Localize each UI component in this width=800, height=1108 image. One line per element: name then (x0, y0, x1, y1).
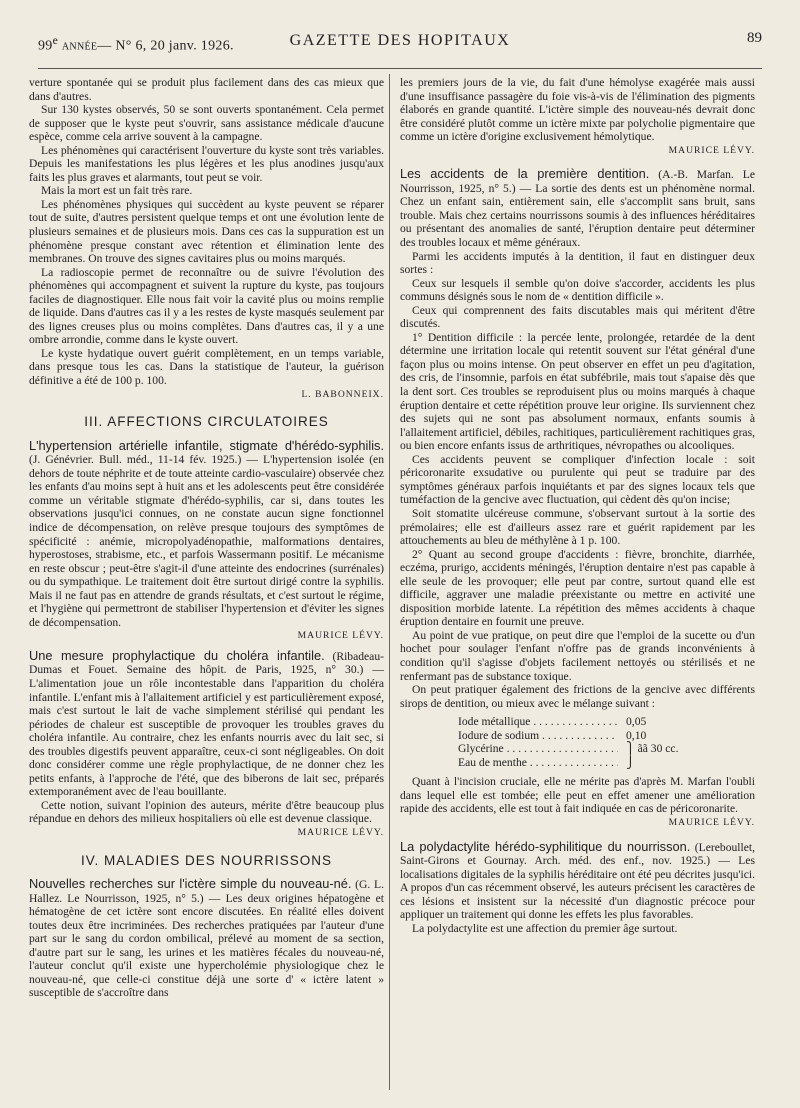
paragraph (400, 76, 755, 157)
paragraph: La polydactylite est une affection du premier âge surtout. (412, 921, 678, 935)
paragraph: 1° Dentition difficile : la percée lente, prolongée, retardée de la dent détermine une irritation locale qui retentit souvent sur l'état général d'une façon plus ou moins intense. On peut observer en effet un peu d'agitation, des cris, de l'insomnie, parfois en état subfébrile, mais tout s'apaise dès que la dent sort. Ces troubles se reproduisent plus ou moins marqués à chaque éruption dentaire et cette répétition prouve leur origine. Ils surviennent chez des sujets qui ne sont pas absolument normaux, enfants soumis à l'allaitement artificiel, débiles, rachitiques, particulièrement rachitiques gras, ou bien encore enfants issus de arthritiques, névropathes ou alcooliques. (400, 330, 755, 453)
article-title: La polydactylite hérédo-syphilitique du nourrisson. (400, 838, 691, 854)
article-title: L'hypertension artérielle infantile, stigmate d'hérédo-syphilis. (29, 437, 384, 453)
article-reference: (G. L. Hallez. Le Nourrisson, 1925, n° 5.) — (29, 878, 384, 905)
article-title: Les accidents de la première dentition. (400, 166, 650, 182)
issue-number: 99 (38, 38, 53, 54)
article-paragraph (29, 649, 384, 799)
article-dentition (400, 167, 755, 829)
author-signature: MAURICE LÉVY. (297, 630, 384, 642)
article-body: La sortie des dents est un phénomène normal. Chez un enfant sain, entièrement sain, elle s'accomplit sans bruit, sans trouble. Mais chez certains nourrissons soumis à des influences héréditaires ou présentant des anomalies de santé, l'éruption dentaire peut déterminer des troubles locaux et même généraux. (400, 181, 755, 250)
page-header (38, 30, 762, 64)
article-polydactylite (400, 840, 755, 936)
article-paragraph (400, 840, 755, 922)
paragraph: Ces accidents peuvent se compliquer d'infection locale : soit péricoronarite exsudative ou purulente qui peut se traduire par des symptômes généraux parfois inquiétants et par des signes locaux tels que tuméfaction de la gencive avec fluctuation, qui cèdent dès qu'on incise; (400, 452, 755, 507)
issue-sup: e (52, 34, 59, 47)
paragraph: Soit stomatite ulcéreuse commune, s'observant surtout à la sortie des prémolaires; elle est d'ailleurs assez rare et guérit rapidement par les attouchements au bleu de méthylène à 1 p. 100. (400, 506, 755, 548)
article-body: L'hypertension isolée (en dehors de toute néphrite et de toute atteinte cardio-vasculaire) observée chez les enfants d'au moins sept à huit ans et les adolescents peut être considérée comme un véritable stigmate d'hérédo-syphilis, car si, dans toutes les observations jusqu'ici connues, on ne constate aucun signe fonctionnel indice de décompensation, on relève presque toujours des symptômes de spécificité : anémie, micropolyadénopathie, malformations dentaires, hyperostoses, strabisme, etc., et parfois Wassermann positif. Le mécanisme en reste obscur ; peut-être s'agit-il d'une atteinte des endocrines (surrénales) ou du sympathique. Le traitement doit être surtout dirigé contre la syphilis. Mais il ne faut pas en attendre de grands résultats, et c'est surtout le régime, et l'hygiène qui permettront de stabiliser l'hypertension et d'éviter les signes de décompensation. (29, 453, 384, 629)
article-title: Nouvelles recherches sur l'ictère simple du nouveau-né. (29, 876, 352, 892)
number-date: — N° 6, 20 janv. 1926. (97, 38, 234, 54)
author-signature: MAURICE LÉVY. (668, 144, 755, 156)
paragraph: Sur 130 kystes observés, 50 se sont ouverts spontanément. Cela permet de supposer que le kyste peut s'ouvrir, sans assistance médicale d'aucune espèce, comme cela arrive souvent à la campagne. (29, 103, 384, 144)
formula-row (458, 756, 758, 770)
article-paragraph (29, 799, 384, 840)
article-hypertension (29, 439, 384, 643)
ingredient-name: Iode métallique . . . (458, 715, 618, 729)
article-body: Les localisations digitales de la syphilis héréditaire ont été peu décrites jusqu'ici. A propos d'un cas récemment observé, les auteurs précisent les caractères de ces lésions et insistent sur la nécessité d'un diagnostic précoce pour appliquer un traitement qui donne les effets les plus favorables. (400, 854, 755, 922)
ingredient-dose: ⎭ (626, 755, 635, 769)
formula-row (458, 715, 758, 729)
formula-table (458, 715, 758, 769)
paragraph: 2° Quant au second groupe d'accidents : fièvre, bronchite, diarrhée, eczéma, prurigo, accidents méningés, l'éruption dentaire n'est pas capable à elle seule de les provoquer; elle peut par contre, surtout quand elle est difficile, aggraver une maladie préexistante ou mettre en activité une disposition morbide latente. La répétition des mêmes accidents à chaque éruption dentaire en fournit une preuve. (400, 547, 755, 629)
ingredient-name: Eau de menthe . . . (458, 756, 618, 770)
article-ictere (29, 877, 384, 1000)
article-body: les premiers jours de la vie, du fait d'une hémolyse exagérée mais aussi d'une insuffisance passagère du foie vis-à-vis de l'élimination des pigments élaborés en grande quantité. L'ictère simple des nouveau-nés devrait donc être considéré plutôt comme un ictère mixte par polycholie pigmentaire que comme un ictère d'origine exclusivement hémolytique. (400, 76, 755, 144)
paragraph: Ceux qui comprennent des faits discutables mais qui méritent d'être discutés. (400, 303, 755, 331)
author-signature: L. BABONNEIX. (301, 388, 384, 400)
journal-title: GAZETTE DES HOPITAUX (289, 32, 511, 49)
paragraph: Le kyste hydatique ouvert guérit complètement, en un temps variable, dans presque tous les cas. Dans la statistique de l'auteur, la guérison définitive a été de 100 p. 100. (29, 346, 384, 388)
column-divider (389, 74, 390, 1090)
article-reference: (J. Génévrier. Bull. méd., 11-14 fév. 1925.) — (29, 453, 258, 467)
paragraph: Les phénomènes physiques qui succèdent au kyste peuvent se réparer tout de suite, d'autres persistent quelque temps et ont une évolution lente de plusieurs semaines et de plusieurs mois. Dans ces cas la suppuration est un phénomène presque constant avec rétention et élimination lente des membranes. On trouve des signes cavitaires plus ou moins marqués. (29, 197, 384, 266)
article-body: L'alimentation joue un rôle incontestable dans l'apparition du choléra infantile. L'enfant mis à l'allaitement artificiel y est particulièrement exposé, mais c'est surtout le lait de vache simplement stérilisé qui pendant les périodes de chaleur est susceptible de provoquer les troubles graves du choléra infantile. Au contraire, chez les enfants nourris avec du lait sec, si des troubles digestifs peuvent apparaître, ceux-ci sont négligeables. On doit donc considérer comme une règle prophylactique, de ne donner chez les petits enfants, à l'approche de l'été, que des biberons de lait sec, préparés extemporanément avec de l'eau bouillante. (29, 676, 384, 799)
formula-row (458, 742, 758, 756)
article-paragraph (400, 167, 755, 249)
left-column (29, 76, 384, 1000)
paragraph: Les phénomènes qui caractérisent l'ouverture du kyste sont très variables. Depuis les manifestations les plus légères et les plus anodines jusqu'aux faits les plus graves et alarmants, tout peut se voir. (29, 143, 384, 184)
author-signature: MAURICE LÉVY. (297, 826, 384, 838)
article-body: Cette notion, suivant l'opinion des auteurs, mérite d'être beaucoup plus répandue en dehors des milieux hospitaliers où elle est devenue classique. (29, 798, 384, 826)
ingredient-name: Glycérine . . . (458, 742, 618, 756)
article-paragraph (29, 877, 384, 1000)
paragraph: Parmi les accidents imputés à la dentition, il faut en distinguer deux sortes : (400, 249, 755, 277)
article-body: Quant à l'incision cruciale, elle ne mérite pas d'après M. Marfan l'oubli dans lequel elle est tombée; elle peut en effet amener une amélioration rapide des accidents, elle est tout à fait indiquée en cas de péricoronarite. (400, 775, 755, 816)
article-reference: (Ribadeau-Dumas et Fouet. Semaine des hôpit. de Paris, 1925, n° 30.) — (29, 649, 384, 677)
right-column (400, 76, 755, 935)
paragraph: Au point de vue pratique, on peut dire que l'emploi de la sucette ou d'un hochet pour soulager l'enfant n'offre pas de grands inconvénients à condition qu'il s'agisse d'objets facilement nettoyés ou stérilisés et ne renfermant pas de substance toxique. (400, 628, 755, 683)
paragraph: verture spontanée qui se produit plus facilement dans des cas mieux que dans d'autres. (29, 76, 384, 103)
article-title: Une mesure prophylactique du choléra infantile. (29, 647, 325, 663)
article-paragraph (29, 439, 384, 643)
header-rule (38, 68, 762, 69)
paragraph: On peut pratiquer également des frictions de la gencive avec différents sirops de dentition, ou mieux avec le mélange suivant : (400, 683, 755, 710)
article-cholera (29, 649, 384, 840)
article-reference: (A.-B. Marfan. Le Nourrisson, 1925, n° 5.) — (400, 168, 755, 195)
formula-row (458, 729, 758, 743)
author-signature: MAURICE LÉVY. (668, 816, 755, 828)
article-body: Les deux origines hépatogène et hématogène de cet ictère sont encore discutées. En réalité elles doivent toutes deux être incriminées. Des recherches pratiquées par l'auteur d'une part sur le sang du cordon ombilical, prélevé au moment de sa section, d'autre part sur le sang, les urines et les matières fécales du nouveau-né, l'auteur conclut qu'il existe une hypercholémie physiologique chez le nouveau-né, que celle-ci constitue déjà une sorte d' « ictère latent » susceptible de s'accroître dans (29, 891, 384, 1000)
paragraph (400, 775, 755, 829)
ingredient-dose: 0,05 (626, 715, 647, 729)
section-heading-circulatoires: III. AFFECTIONS CIRCULATOIRES (84, 414, 329, 430)
paragraph: La radioscopie permet de reconnaître ou de suivre l'évolution des phénomènes qui accompagnent et suivent la rupture du kyste, pas toujours faciles de diagnostiquer. Elle nous fait voir la cavité plus ou moins remplie de liquide. Dans d'autres cas il y a les restes de kyste masqués seulement par des lignes creuses plus ou moins complètes. Dans d'autres cas, il y a une ombre arrondie, comme dans le kyste ouvert. (29, 265, 384, 347)
issue-word: ANNÉE (61, 41, 98, 53)
ingredient-name: Iodure de sodium . . . (458, 729, 618, 743)
section-heading-nourrissons: IV. MALADIES DES NOURRISSONS (80, 852, 333, 868)
paragraph: Mais la mort est un fait très rare. (41, 184, 193, 198)
ingredient-dose: ⎫ ãã 30 cc. (626, 742, 679, 756)
page-number: 89 (747, 30, 762, 46)
ingredient-dose: 0,10 (626, 728, 647, 742)
paragraph: Ceux sur lesquels il semble qu'on doive s'accorder, accidents les plus communs désignés sous le nom de « dentition difficile ». (400, 276, 755, 304)
article-reference: (Lereboullet, Saint-Girons et Gournay. Arch. méd. des enf., nov. 1925.) — (400, 840, 755, 868)
